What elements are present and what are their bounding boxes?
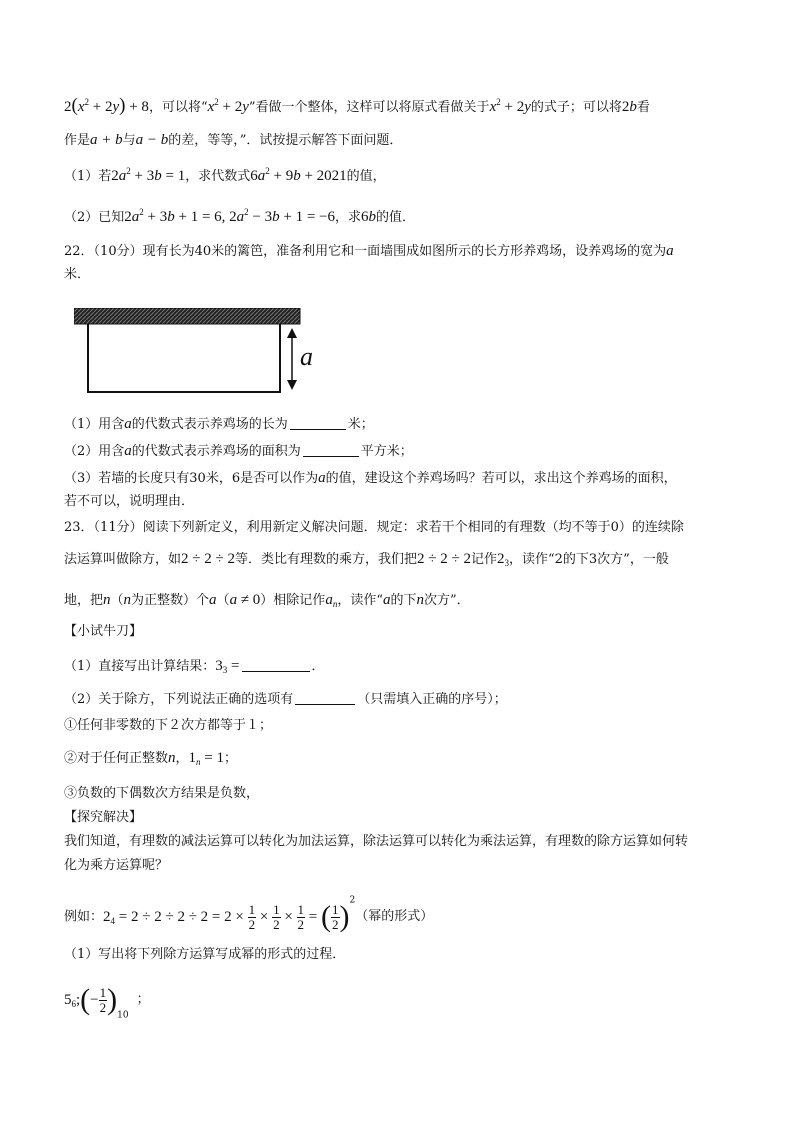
math-expression: $a_n$ <box>325 592 338 609</box>
explore-line-1 <box>64 832 688 852</box>
example-note: （幂的形式） <box>355 909 434 924</box>
arrow-head-down <box>287 380 297 390</box>
arrow-head-up <box>287 328 297 338</box>
option-3 <box>64 784 259 804</box>
part-text: 的值． <box>376 210 416 225</box>
paren: ) <box>107 983 118 1016</box>
variable: n <box>416 592 424 608</box>
part-text: （2）用含 <box>64 444 125 459</box>
variable: a <box>318 470 326 486</box>
part-text: （1）写出将下列除方运算写成幂的形式的过程． <box>64 947 346 962</box>
option-1 <box>64 716 272 736</box>
variable: a <box>209 592 217 608</box>
option-text: ， <box>175 751 189 766</box>
variable: a <box>124 416 132 432</box>
part-text: 米； <box>347 417 374 432</box>
question-text: 次方”． <box>423 593 470 608</box>
q22-sub-3 <box>64 468 677 489</box>
math-operator: = <box>305 909 321 925</box>
math-expression: 2 ÷ 2 ÷ 2 <box>417 551 471 567</box>
question-text: 米． <box>64 267 91 282</box>
intro-text: ，可以将“ <box>148 100 208 115</box>
answer-blank[interactable] <box>303 442 359 457</box>
q23-explore-1 <box>64 945 345 965</box>
part-text: （1）直接写出计算结果： <box>64 659 216 674</box>
q22-sub-1 <box>64 414 374 435</box>
final-expression <box>64 980 150 1021</box>
variable: n <box>123 592 132 608</box>
math-expression: a + b <box>90 132 123 148</box>
question-text: （ <box>110 593 124 608</box>
part-text: 平方米； <box>360 444 413 459</box>
wall <box>74 308 300 324</box>
math-expression: 2b <box>621 99 637 115</box>
q23-line-2 <box>64 549 669 570</box>
intro-text: 的式子；可以将 <box>530 100 622 115</box>
q22-sub-3-line-2 <box>64 492 194 512</box>
intro-text: 作是 <box>64 133 91 148</box>
part-label: （1）若 <box>64 169 112 184</box>
question-text: 23．（11分）阅读下列新定义，利用新定义解决问题．规定：求若干个相同的有理数（均不等于0）的连续除 <box>64 520 684 535</box>
part-text: 的代数式表示养鸡场的长为 <box>131 417 288 432</box>
part-text: ，求代数式 <box>185 169 251 184</box>
fraction: $\frac{1}{2}$ <box>99 984 107 1015</box>
q21-part-1 <box>64 166 386 187</box>
question-text: 等．类比有理数的乘方，我们把 <box>234 552 417 567</box>
part-text: ； <box>136 992 150 1007</box>
math-expression: a − b <box>135 132 169 148</box>
math-expression: 2 ÷ 2 ÷ 2 <box>181 551 235 567</box>
intro-line-2 <box>64 130 402 151</box>
q21-part-2 <box>64 207 415 228</box>
math-expression: $2a^2 + 3b = 1$ <box>111 166 186 184</box>
subscript: 10 <box>117 1010 129 1021</box>
question-text: ，读作“ <box>337 593 383 608</box>
paragraph-text: 化为乘方运算呢？ <box>64 858 169 873</box>
paren: ) <box>339 900 350 933</box>
math-operator: × <box>256 909 273 925</box>
section-heading-try <box>64 622 142 642</box>
part-text: 的代数式表示养鸡场的面积为 <box>131 444 301 459</box>
option-text: ①任何非零数的下２次方都等于１； <box>64 718 273 733</box>
variable: a <box>124 443 132 459</box>
intro-text: 与 <box>122 133 136 148</box>
part-text: 的值， <box>346 169 386 184</box>
q23-line-3 <box>64 590 470 611</box>
intro-line-1 <box>64 96 650 118</box>
math-expression: $x^2 + 2y$ <box>489 97 531 115</box>
chicken-farm-diagram <box>74 308 314 398</box>
answer-blank[interactable] <box>290 415 346 430</box>
option-text: ②对于任何正整数 <box>64 751 169 766</box>
intro-text: ”看做一个整体，这样可以将原式看做关于 <box>248 100 490 115</box>
math-operator: × <box>280 909 297 925</box>
section-heading-explore <box>64 808 142 828</box>
part-text: 若不可以，说明理由． <box>64 494 195 509</box>
option-text: ③负数的下偶数次方结果是负数， <box>64 786 260 801</box>
part-text: （3）若墙的长度只有30米，6是否可以作为 <box>64 471 319 486</box>
variable: a <box>666 243 674 259</box>
paren: ( <box>321 900 331 933</box>
question-text: ，读作“2的下3次方”，一般 <box>508 552 669 567</box>
q23-line-1 <box>64 518 684 538</box>
q22-sub-2 <box>64 441 413 462</box>
part-text: ，求 <box>335 210 362 225</box>
answer-blank[interactable] <box>295 690 355 705</box>
section-heading: 【探究解决】 <box>64 810 143 825</box>
question-text: 为正整数）个 <box>131 593 210 608</box>
part-text: 的值，建设这个养鸡场吗？若可以，求出这个养鸡场的面积， <box>325 471 677 486</box>
math-operator: − <box>90 992 99 1008</box>
math-expression: $2(x^2 + 2y) + 8$ <box>64 95 149 116</box>
variable: a <box>382 592 391 608</box>
fence <box>88 324 280 392</box>
fraction: $\frac{1}{2}$ <box>248 901 256 932</box>
math-expression: $2_4 = 2 \div 2 \div 2 \div 2 = 2$ × <box>103 909 248 926</box>
fraction: $\frac{1}{2}$ <box>332 901 339 932</box>
exponent: 2 <box>349 895 356 906</box>
math-expression: $x^2 + 2y$ <box>207 97 249 115</box>
q23-part-2 <box>64 690 507 710</box>
part-text: （1）用含 <box>64 417 125 432</box>
math-expression: $3_3$ = <box>215 658 240 675</box>
part-text: ． <box>311 659 325 674</box>
fraction: $\frac{1}{2}$ <box>273 901 280 932</box>
math-expression: 6b <box>361 209 377 225</box>
width-label: a <box>300 342 313 371</box>
intro-text: 的差，等等，”．试按提示解答下面问题． <box>168 133 403 148</box>
math-expression: $2_3$ <box>496 551 509 568</box>
section-heading: 【小试牛刀】 <box>64 624 143 639</box>
part-label: （2）已知 <box>64 210 125 225</box>
answer-blank[interactable] <box>242 657 310 672</box>
option-2 <box>64 748 237 769</box>
fraction: $\frac{1}{2}$ <box>297 901 305 932</box>
q22-line-1 <box>64 241 674 262</box>
paragraph-text: 我们知道，有理数的减法运算可以转化为加法运算，除法运算可以转化为乘法运算，有理数的除方运算如何转 <box>64 834 689 849</box>
paren: ( <box>80 983 91 1016</box>
part-text: （只需填入正确的序号）； <box>357 692 507 707</box>
variable: n <box>103 592 111 608</box>
question-text: ）相除记作 <box>260 593 326 608</box>
math-expression: $5_6$; <box>64 992 81 1009</box>
question-text: （ <box>216 593 230 608</box>
q22-line-2 <box>64 265 90 285</box>
question-text: 22．（10分）现有长为40米的篱笆，准备利用它和一面墙围成如图所示的长方形养鸡场，设养鸡场的宽为 <box>64 244 667 259</box>
intro-text: 看 <box>636 100 650 115</box>
option-text: ； <box>224 751 238 766</box>
math-expression: $2a^2 + 3b + 1 = 6$, $2a^2 - 3b + 1 = -6$ <box>124 207 336 225</box>
math-expression: a ≠ 0 <box>229 592 261 608</box>
question-text: 的下 <box>390 593 417 608</box>
q23-part-1 <box>64 656 325 677</box>
variable: n <box>168 750 176 766</box>
example-label: 例如： <box>64 909 104 925</box>
question-text: 地，把 <box>64 593 104 608</box>
explore-line-2 <box>64 856 168 876</box>
question-text: 记作 <box>470 552 497 567</box>
math-expression: $1_n = 1$ <box>188 750 224 767</box>
math-expression: $6a^2 + 9b + 2021$ <box>250 166 347 184</box>
question-text: 法运算叫做除方，如 <box>64 552 182 567</box>
example-line <box>64 895 434 935</box>
part-text: （2）关于除方，下列说法正确的选项有 <box>64 692 294 707</box>
